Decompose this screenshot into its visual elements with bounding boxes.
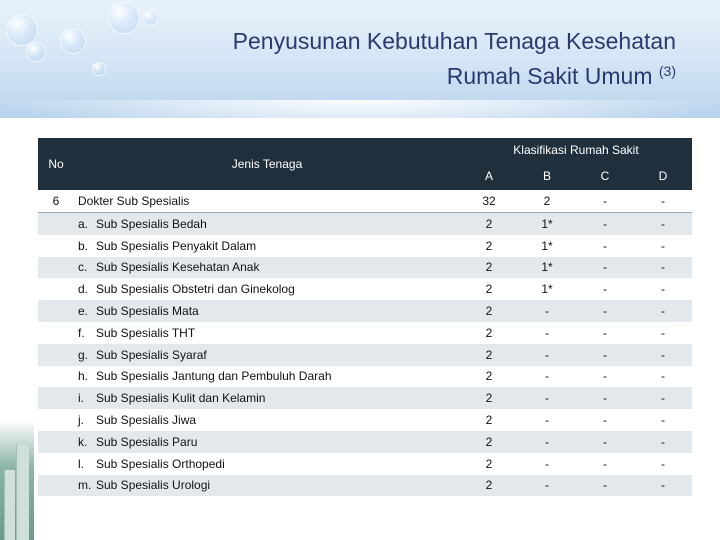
cell-a: 2 — [485, 478, 493, 493]
cell-d: - — [661, 238, 665, 253]
cell-c: - — [603, 238, 607, 253]
cell-a: 2 — [460, 213, 518, 235]
cell-d: - — [661, 434, 665, 449]
table-row — [38, 366, 692, 388]
item-name: Sub Spesialis Mata — [96, 304, 199, 319]
cell-b: 1* — [541, 282, 553, 297]
cell-d: - — [661, 413, 665, 428]
cell-no — [38, 366, 74, 388]
title-line-2 — [233, 56, 676, 91]
table-header — [38, 138, 692, 190]
cell-jenis — [74, 366, 460, 388]
cell-jenis — [74, 409, 460, 431]
cell-jenis — [74, 300, 460, 322]
cell-c: - — [576, 213, 634, 235]
item-name: Sub Spesialis THT — [96, 325, 196, 340]
cell-a: 2 — [485, 238, 493, 253]
cell-d: - — [661, 304, 665, 319]
cell-jenis: Dokter Sub Spesialis — [78, 194, 190, 208]
item-name: Sub Spesialis Paru — [96, 434, 198, 449]
cell-no — [38, 278, 74, 300]
header-jenis: Jenis Tenaga — [74, 138, 460, 190]
table-row — [38, 300, 692, 322]
background-building-decoration — [0, 420, 34, 540]
item-letter: i. — [78, 391, 84, 406]
item-name: Sub Spesialis Kesehatan Anak — [96, 260, 260, 275]
cell-jenis — [74, 235, 460, 257]
cell-a: 2 — [485, 325, 493, 340]
cell-no — [38, 475, 74, 497]
table-row — [38, 235, 692, 257]
cell-a: 2 — [485, 456, 493, 471]
item-letter: g. — [78, 347, 89, 362]
cell-b: - — [545, 304, 549, 319]
table-row — [38, 431, 692, 453]
cell-b: 2 — [543, 194, 551, 208]
cell-jenis — [74, 257, 460, 279]
item-letter: j. — [78, 413, 84, 428]
item-name: Sub Spesialis Penyakit Dalam — [96, 238, 257, 253]
header-class-d: D — [634, 162, 692, 190]
item-letter: k. — [78, 434, 88, 449]
cell-d: - — [661, 260, 665, 275]
cell-b: - — [545, 478, 549, 493]
cell-a: 2 — [485, 434, 493, 449]
table-row — [38, 278, 692, 300]
cell-a: 2 — [485, 304, 493, 319]
cell-a: 32 — [482, 194, 496, 208]
title-reference: (3) — [658, 63, 676, 79]
table-row — [38, 475, 692, 497]
cell-d: - — [634, 213, 692, 235]
cell-jenis — [74, 278, 460, 300]
item-name: Sub Spesialis Orthopedi — [96, 456, 225, 471]
cell-a: 2 — [485, 413, 493, 428]
item-letter: c. — [78, 260, 88, 275]
title-line-2-text: Rumah Sakit Umum — [446, 63, 653, 89]
header-class-a: A — [460, 162, 518, 190]
cell-d: - — [661, 478, 665, 493]
cell-c: - — [603, 325, 607, 340]
cell-b: - — [545, 456, 549, 471]
cell-c: - — [603, 391, 607, 406]
cell-a: 2 — [485, 369, 493, 384]
cell-jenis — [74, 387, 460, 409]
cell-no — [38, 409, 74, 431]
table-row — [38, 322, 692, 344]
cell-d: - — [661, 391, 665, 406]
item-name: Sub Spesialis Jiwa — [96, 413, 197, 428]
item-letter: m. — [78, 478, 92, 493]
cell-d: - — [661, 282, 665, 297]
cell-no — [38, 344, 74, 366]
cell-c: - — [603, 194, 607, 208]
table-body — [38, 190, 692, 496]
page-title — [233, 26, 676, 91]
cell-no — [38, 322, 74, 344]
cell-jenis — [74, 453, 460, 475]
cell-jenis — [74, 322, 460, 344]
cell-d: - — [661, 194, 665, 208]
cell-no — [38, 431, 74, 453]
cell-b: - — [545, 369, 549, 384]
bubble-decoration — [108, 2, 140, 34]
cell-jenis — [74, 431, 460, 453]
header-sheen — [0, 100, 720, 118]
cell-c: - — [603, 456, 607, 471]
cell-no: 6 — [52, 194, 60, 208]
header-class-b: B — [518, 162, 576, 190]
cell-no — [38, 213, 74, 235]
header-row-top — [38, 138, 692, 162]
cell-b: 1* — [541, 238, 553, 253]
cell-c: - — [603, 282, 607, 297]
table-row — [38, 453, 692, 475]
cell-c: - — [603, 304, 607, 319]
item-name: Sub Spesialis Syaraf — [96, 347, 207, 362]
item-name: Sub Spesialis Urologi — [96, 478, 211, 493]
cell-c: - — [603, 434, 607, 449]
cell-no — [38, 235, 74, 257]
cell-no — [38, 453, 74, 475]
cell-c: - — [603, 413, 607, 428]
cell-no — [38, 387, 74, 409]
table-row — [38, 344, 692, 366]
title-line-1: Penyusunan Kebutuhan Tenaga Kesehatan — [232, 28, 676, 54]
tenaga-table — [38, 138, 692, 496]
cell-no — [38, 300, 74, 322]
item-name: Sub Spesialis Jantung dan Pembuluh Darah — [96, 369, 332, 384]
cell-a: 2 — [485, 347, 493, 362]
cell-jenis — [74, 213, 460, 235]
header-klasifikasi: Klasifikasi Rumah Sakit — [460, 138, 692, 162]
table-row — [38, 409, 692, 431]
table-row — [38, 257, 692, 279]
item-letter: h. — [78, 369, 89, 384]
bubble-decoration — [92, 62, 106, 76]
item-name: Sub Spesialis Bedah — [96, 216, 207, 231]
item-letter: d. — [78, 282, 89, 297]
cell-c: - — [603, 347, 607, 362]
cell-b: - — [545, 413, 549, 428]
item-letter: f. — [78, 325, 85, 340]
item-name: Sub Spesialis Obstetri dan Ginekolog — [96, 282, 295, 297]
cell-c: - — [603, 260, 607, 275]
cell-b: 1* — [541, 260, 553, 275]
cell-a: 2 — [485, 391, 493, 406]
building-shape — [16, 445, 29, 540]
cell-b: - — [545, 347, 549, 362]
cell-c: - — [603, 369, 607, 384]
item-letter: e. — [78, 304, 89, 319]
building-shape — [4, 470, 15, 540]
header-class-c: C — [576, 162, 634, 190]
cell-jenis — [74, 475, 460, 497]
item-name: Sub Spesialis Kulit dan Kelamin — [96, 391, 266, 406]
item-letter: b. — [78, 238, 89, 253]
table-row — [38, 213, 692, 235]
cell-d: - — [661, 369, 665, 384]
cell-a: 2 — [485, 260, 493, 275]
cell-b: - — [545, 391, 549, 406]
item-letter: l. — [78, 456, 84, 471]
cell-b: - — [545, 434, 549, 449]
cell-b: - — [545, 325, 549, 340]
bubble-decoration — [142, 10, 158, 26]
cell-a: 2 — [485, 282, 493, 297]
cell-c: - — [603, 478, 607, 493]
table-row — [38, 387, 692, 409]
cell-no — [38, 257, 74, 279]
bubble-decoration — [60, 28, 86, 54]
bubble-decoration — [26, 42, 46, 62]
cell-d: - — [661, 456, 665, 471]
cell-d: - — [661, 347, 665, 362]
cell-jenis — [74, 344, 460, 366]
cell-d: - — [661, 325, 665, 340]
header-no: No — [38, 138, 74, 190]
cell-b: 1* — [518, 213, 576, 235]
table-row-main — [38, 190, 692, 213]
item-letter: a. — [78, 216, 89, 231]
